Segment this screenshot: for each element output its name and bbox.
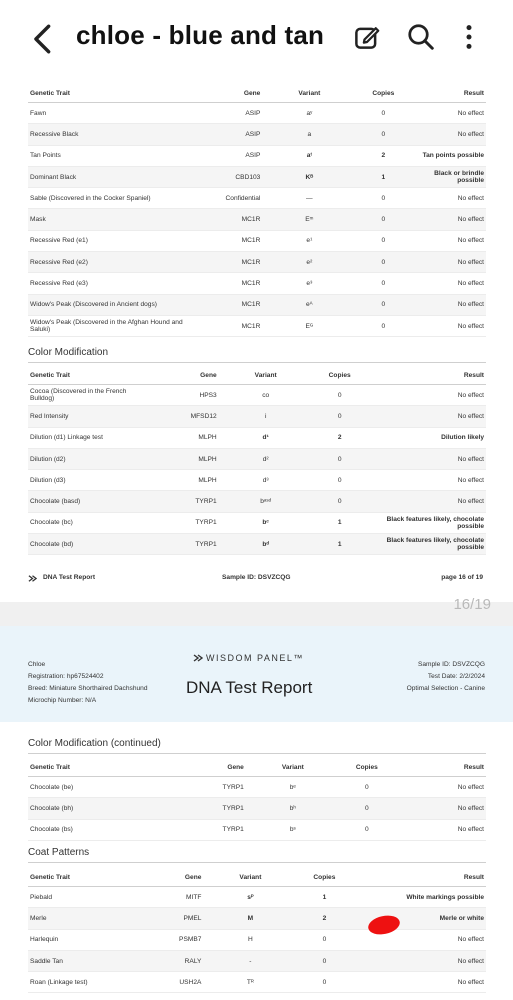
section-heading: Coat Patterns [28, 847, 486, 863]
cell-copies: 0 [340, 819, 394, 840]
cell-genetic-trait: Recessive Red (e1) [28, 230, 188, 251]
cell-copies: 2 [356, 145, 410, 166]
report-title: DNA Test Report [186, 678, 313, 697]
genetic-traits-table [28, 84, 486, 337]
cell-genetic-trait: Roan (Linkage test) [28, 972, 129, 993]
cell-result: No effect [410, 188, 486, 209]
cell-result: Black or brindle possible [410, 166, 486, 187]
col-variant: Variant [262, 84, 356, 103]
cell-gene: TYRP1 [145, 491, 219, 512]
table-row [28, 819, 486, 840]
cell-variant: bʰ [246, 798, 340, 819]
cell-gene: MFSD12 [145, 406, 219, 427]
cell-gene: TYRP1 [172, 777, 246, 798]
cell-gene: ASIP [188, 145, 262, 166]
cell-copies: 0 [313, 385, 367, 406]
cell-result: No effect [410, 294, 486, 315]
cell-genetic-trait: Dilution (d1) Linkage test [28, 427, 145, 448]
cell-variant: d² [219, 448, 313, 469]
table-row [28, 950, 486, 971]
cell-gene: MITF [129, 887, 203, 908]
cell-variant: bᵃˢᵈ [219, 491, 313, 512]
cell-variant: bᵈ [219, 534, 313, 555]
cell-genetic-trait: Chocolate (be) [28, 777, 172, 798]
cell-copies: 2 [297, 908, 351, 929]
cell-gene: MC1R [188, 252, 262, 273]
col-result: Result [410, 84, 486, 103]
cell-variant: eᴬ [262, 294, 356, 315]
cell-result: No effect [351, 929, 486, 950]
cell-genetic-trait: Saddle Tan [28, 950, 129, 971]
table-row [28, 798, 486, 819]
table-row [28, 491, 486, 512]
cell-copies: 0 [356, 315, 410, 336]
wisdom-panel-logo-icon [193, 653, 203, 663]
cell-variant: Kᴮ [262, 166, 356, 187]
cell-copies: 0 [340, 798, 394, 819]
cell-result: Tan points possible [410, 145, 486, 166]
col-gene: Gene [145, 366, 219, 385]
cell-gene: ASIP [188, 103, 262, 124]
cell-gene: MLPH [145, 448, 219, 469]
cell-genetic-trait: Chocolate (basd) [28, 491, 145, 512]
table-row [28, 145, 486, 166]
cell-genetic-trait: Tan Points [28, 145, 188, 166]
cell-gene: MC1R [188, 209, 262, 230]
cell-gene: TYRP1 [172, 798, 246, 819]
dog-name: Chloe [28, 661, 46, 668]
cell-copies: 2 [313, 427, 367, 448]
section-heading: Color Modification (continued) [28, 738, 486, 754]
cell-copies: 0 [356, 209, 410, 230]
cell-variant: e³ [262, 273, 356, 294]
cell-result: No effect [394, 819, 486, 840]
cell-gene: PSMB7 [129, 929, 203, 950]
cell-genetic-trait: Merle [28, 908, 129, 929]
table-row [28, 294, 486, 315]
table-row [28, 470, 486, 491]
cell-genetic-trait: Recessive Red (e3) [28, 273, 188, 294]
cell-genetic-trait: Recessive Black [28, 124, 188, 145]
col-variant: Variant [203, 868, 297, 887]
cell-gene: TYRP1 [145, 534, 219, 555]
footer-title: DNA Test Report [43, 574, 96, 581]
cell-variant: H [203, 929, 297, 950]
cell-result: Black features likely, chocolate possible [367, 534, 486, 555]
cell-genetic-trait: Chocolate (bs) [28, 819, 172, 840]
cell-variant: Tᴿ [203, 972, 297, 993]
app-bar [0, 0, 513, 76]
cell-genetic-trait: Harlequin [28, 929, 129, 950]
table-row [28, 427, 486, 448]
back-arrow-icon[interactable] [26, 22, 60, 56]
cell-gene: TYRP1 [172, 819, 246, 840]
col-variant: Variant [219, 366, 313, 385]
cell-copies: 0 [356, 273, 410, 294]
cell-variant: e¹ [262, 230, 356, 251]
cell-variant: d¹ [219, 427, 313, 448]
cell-variant: bˢ [246, 819, 340, 840]
cell-genetic-trait: Dilution (d2) [28, 448, 145, 469]
cell-variant: d³ [219, 470, 313, 491]
cell-genetic-trait: Chocolate (bc) [28, 512, 145, 533]
cell-result: No effect [394, 777, 486, 798]
cell-result: No effect [367, 470, 486, 491]
cell-result: No effect [410, 230, 486, 251]
col-result: Result [351, 868, 486, 887]
cell-genetic-trait: Widow's Peak (Discovered in the Afghan Hound and Saluki) [28, 315, 188, 336]
cell-genetic-trait: Sable (Discovered in the Cocker Spaniel) [28, 188, 188, 209]
cell-result: White markings possible [351, 887, 486, 908]
cell-variant: a [262, 124, 356, 145]
cell-variant: - [203, 950, 297, 971]
cell-result: No effect [410, 124, 486, 145]
cell-copies: 0 [313, 470, 367, 491]
cell-copies: 1 [297, 887, 351, 908]
cell-result: No effect [410, 103, 486, 124]
footer-sample-id: Sample ID: DSVZCQG [222, 574, 291, 581]
cell-variant: — [262, 188, 356, 209]
cell-genetic-trait: Dilution (d3) [28, 470, 145, 491]
cell-gene: CBD103 [188, 166, 262, 187]
edit-icon[interactable] [352, 22, 382, 52]
cell-genetic-trait: Piebald [28, 887, 129, 908]
cell-gene: RALY [129, 950, 203, 971]
cell-gene: MLPH [145, 427, 219, 448]
test-type: Optimal Selection - Canine [406, 685, 485, 692]
cell-gene: MLPH [145, 470, 219, 491]
cell-genetic-trait: Widow's Peak (Discovered in Ancient dogs) [28, 294, 188, 315]
table-row [28, 406, 486, 427]
cell-result: Dilution likely [367, 427, 486, 448]
col-genetic-trait: Genetic Trait [28, 366, 145, 385]
cell-copies: 0 [313, 406, 367, 427]
table-header-row [28, 758, 486, 777]
cell-result: No effect [410, 252, 486, 273]
table-header-row [28, 84, 486, 103]
cell-copies: 0 [313, 491, 367, 512]
col-genetic-trait: Genetic Trait [28, 868, 129, 887]
cell-copies: 1 [313, 534, 367, 555]
cell-genetic-trait: Chocolate (bd) [28, 534, 145, 555]
cell-result: No effect [351, 950, 486, 971]
more-vert-icon[interactable] [454, 22, 484, 52]
color-modification-table [28, 366, 486, 555]
table-row [28, 929, 486, 950]
cell-variant: i [219, 406, 313, 427]
col-copies: Copies [313, 366, 367, 385]
cell-gene: MC1R [188, 273, 262, 294]
table-row [28, 887, 486, 908]
cell-genetic-trait: Fawn [28, 103, 188, 124]
cell-gene: PMEL [129, 908, 203, 929]
cell-result: No effect [410, 315, 486, 336]
cell-result: No effect [367, 385, 486, 406]
cell-copies: 1 [313, 512, 367, 533]
cell-copies: 0 [297, 950, 351, 971]
table-row [28, 252, 486, 273]
col-copies: Copies [356, 84, 410, 103]
col-variant: Variant [246, 758, 340, 777]
cell-variant: aʸ [262, 103, 356, 124]
cell-gene: MC1R [188, 230, 262, 251]
col-genetic-trait: Genetic Trait [28, 758, 172, 777]
cell-result: Merle or white [351, 908, 486, 929]
cell-gene: HPS3 [145, 385, 219, 406]
cell-result: No effect [367, 448, 486, 469]
microchip: Microchip Number: N/A [28, 697, 97, 704]
cell-copies: 0 [356, 294, 410, 315]
cell-copies: 0 [313, 448, 367, 469]
table-row [28, 209, 486, 230]
cell-copies: 0 [356, 252, 410, 273]
cell-result: Black features likely, chocolate possible [367, 512, 486, 533]
section-heading: Color Modification [28, 347, 486, 363]
cell-variant: bᵉ [246, 777, 340, 798]
table-header-row [28, 868, 486, 887]
cell-variant: e² [262, 252, 356, 273]
cell-copies: 0 [356, 188, 410, 209]
table-row [28, 103, 486, 124]
col-copies: Copies [297, 868, 351, 887]
col-result: Result [394, 758, 486, 777]
cell-variant: Eᵐ [262, 209, 356, 230]
cell-genetic-trait: Cocoa (Discovered in the French Bulldog) [28, 385, 145, 406]
sample-id: Sample ID: DSVZCQG [417, 661, 485, 668]
cell-copies: 1 [356, 166, 410, 187]
breed: Breed: Miniature Shorthaired Dachshund [28, 685, 148, 692]
col-genetic-trait: Genetic Trait [28, 84, 188, 103]
col-gene: Gene [129, 868, 203, 887]
table-row [28, 448, 486, 469]
document-title: chloe - blue and tan [76, 20, 325, 50]
table-row [28, 777, 486, 798]
col-gene: Gene [172, 758, 246, 777]
cell-copies: 0 [356, 124, 410, 145]
brand-name: WISDOM PANEL™ [206, 653, 304, 663]
coat-patterns-table [28, 868, 486, 993]
table-row [28, 972, 486, 993]
cell-variant: Eᴳ [262, 315, 356, 336]
color-modification-continued-table [28, 758, 486, 841]
table-row [28, 512, 486, 533]
cell-copies: 0 [297, 972, 351, 993]
cell-genetic-trait: Red Intensity [28, 406, 145, 427]
cell-variant: aᵗ [262, 145, 356, 166]
search-icon[interactable] [406, 22, 436, 52]
table-row [28, 385, 486, 406]
cell-gene: TYRP1 [145, 512, 219, 533]
cell-copies: 0 [297, 929, 351, 950]
table-row [28, 273, 486, 294]
cell-gene: MC1R [188, 315, 262, 336]
cell-variant: co [219, 385, 313, 406]
col-gene: Gene [188, 84, 262, 103]
cell-genetic-trait: Chocolate (bh) [28, 798, 172, 819]
table-row [28, 315, 486, 336]
cell-result: No effect [367, 491, 486, 512]
table-row [28, 230, 486, 251]
col-result: Result [367, 366, 486, 385]
table-row [28, 908, 486, 929]
table-row [28, 166, 486, 187]
cell-copies: 0 [340, 777, 394, 798]
cell-variant: bᶜ [219, 512, 313, 533]
cell-copies: 0 [356, 103, 410, 124]
cell-result: No effect [410, 209, 486, 230]
page-indicator: 16/19 [453, 596, 491, 613]
cell-gene: MC1R [188, 294, 262, 315]
cell-result: No effect [410, 273, 486, 294]
cell-result: No effect [351, 972, 486, 993]
table-row [28, 188, 486, 209]
cell-gene: ASIP [188, 124, 262, 145]
cell-copies: 0 [356, 230, 410, 251]
wisdom-panel-logo-icon [28, 574, 37, 583]
cell-gene: Confidential [188, 188, 262, 209]
registration: Registration: hp67524402 [28, 673, 104, 680]
col-copies: Copies [340, 758, 394, 777]
table-header-row [28, 366, 486, 385]
cell-variant: M [203, 908, 297, 929]
cell-genetic-trait: Dominant Black [28, 166, 188, 187]
table-row [28, 534, 486, 555]
table-row [28, 124, 486, 145]
cell-genetic-trait: Mask [28, 209, 188, 230]
footer-page-number: page 16 of 19 [441, 574, 483, 581]
cell-result: No effect [394, 798, 486, 819]
page-divider [0, 602, 513, 626]
cell-result: No effect [367, 406, 486, 427]
cell-genetic-trait: Recessive Red (e2) [28, 252, 188, 273]
test-date: Test Date: 2/2/2024 [427, 673, 485, 680]
cell-variant: sᴾ [203, 887, 297, 908]
cell-gene: USH2A [129, 972, 203, 993]
